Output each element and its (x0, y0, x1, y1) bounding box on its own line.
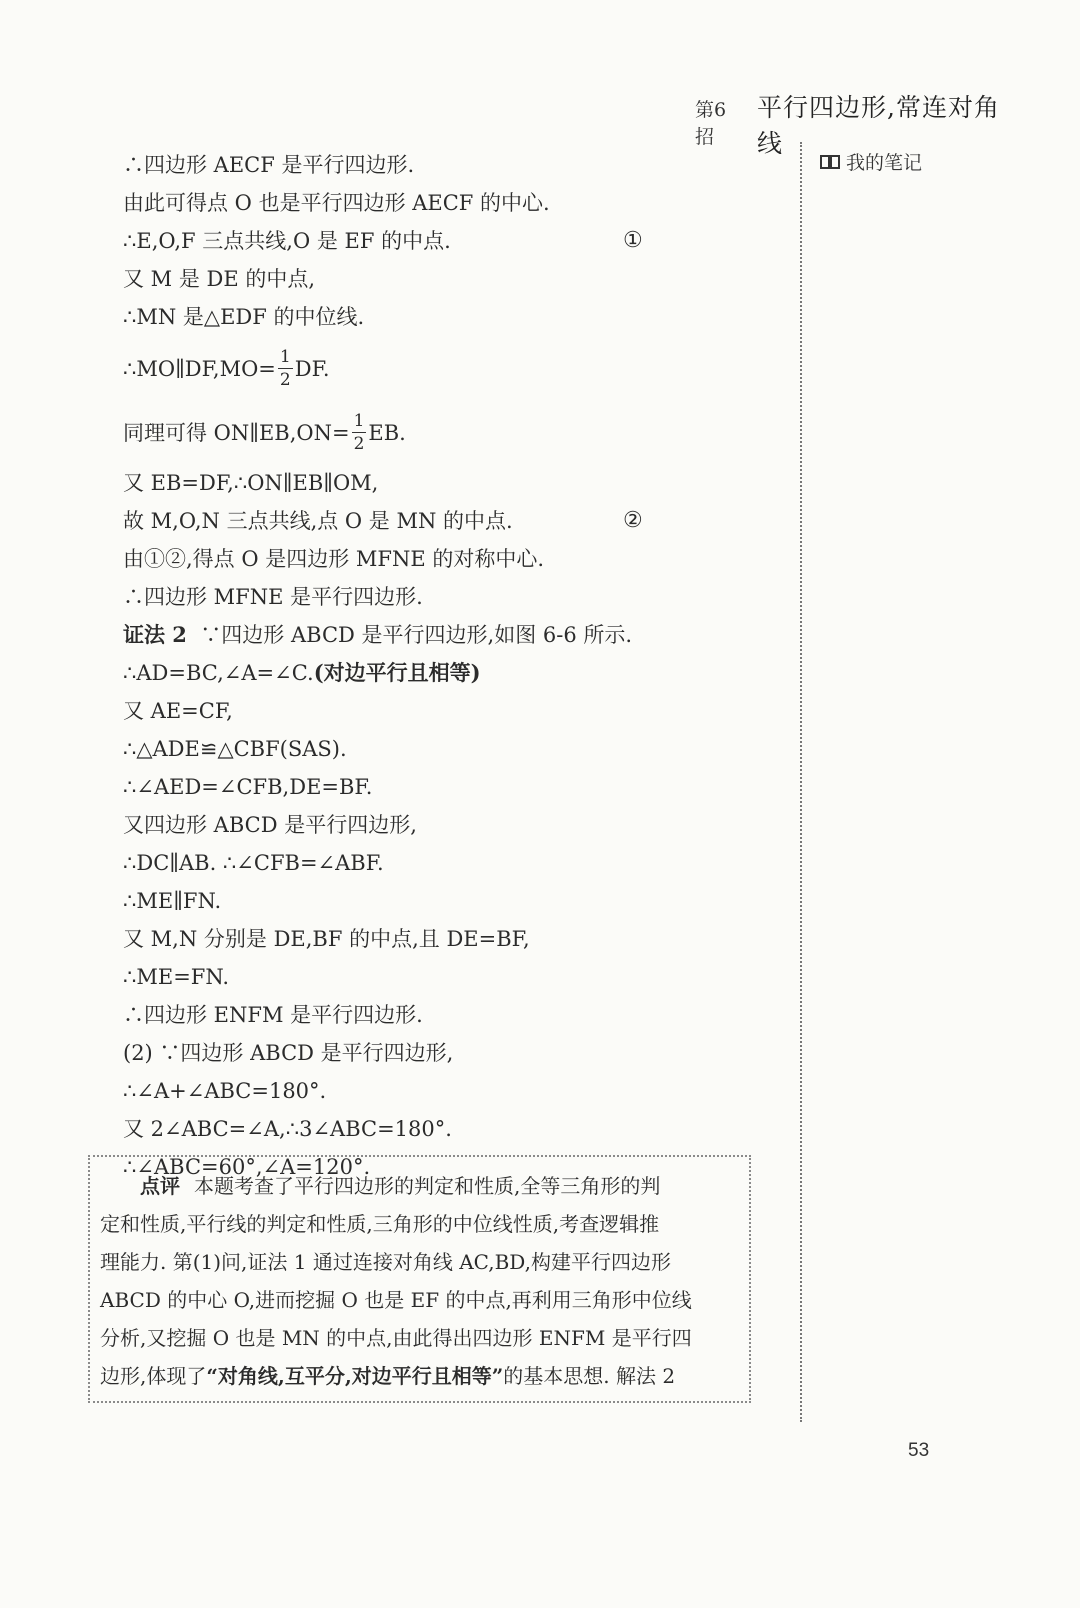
review-line: 边形,体现了“对角线,互平分,对边平行且相等”的基本思想. 解法 2 (100, 1364, 676, 1388)
review-line: 点评 本题考查了平行四边形的判定和性质,全等三角形的判 (140, 1174, 661, 1198)
proof-line: ∴E,O,F 三点共线,O 是 EF 的中点. ① (123, 222, 783, 260)
page-number: 53 (908, 1440, 930, 1461)
proof-line: ∴四边形 ENFM 是平行四边形. (123, 1003, 423, 1027)
review-line: ABCD 的中心 O,进而挖掘 O 也是 EF 的中点,再利用三角形中位线 (100, 1288, 692, 1312)
proof-line: ∴AD=BC,∠A=∠C.(对边平行且相等) (123, 660, 481, 685)
review-line: 分析,又挖掘 O 也是 MN 的中点,由此得出四边形 ENFM 是平行四 (100, 1326, 692, 1350)
proof-line: 由此可得点 O 也是平行四边形 AECF 的中心. (123, 191, 550, 215)
proof-line: 故 M,O,N 三点共线,点 O 是 MN 的中点. ② (123, 502, 783, 540)
marker-two: ② (623, 508, 643, 533)
fraction-half: $\frac{1}{2}$ (279, 347, 291, 390)
book-icon (820, 154, 840, 170)
fraction-half: $\frac{1}{2}$ (353, 411, 365, 454)
notes-label-text: 我的笔记 (846, 152, 923, 174)
notes-divider (800, 142, 802, 1422)
proof-line: (2) ∵四边形 ABCD 是平行四边形, (123, 1041, 454, 1065)
proof-line: 由①②,得点 O 是四边形 MFNE 的对称中心. (123, 547, 545, 571)
marker-one: ① (623, 228, 643, 253)
proof-line: ∴DC∥AB. ∴∠CFB=∠ABF. (123, 851, 384, 875)
proof-line: ∴∠A+∠ABC=180°. (123, 1079, 327, 1103)
proof-line: 又四边形 ABCD 是平行四边形, (123, 813, 417, 837)
proof-line: ∴MO∥DF,MO= $\frac{1}{2}$ DF. (123, 347, 330, 390)
proof-body (123, 146, 783, 1186)
proof-line: 证法 2 ∵四边形 ABCD 是平行四边形,如图 6-6 所示. (123, 622, 633, 647)
proof-line: ∴四边形 MFNE 是平行四边形. (123, 585, 423, 609)
proof-line: 又 2∠ABC=∠A,∴3∠ABC=180°. (123, 1117, 452, 1141)
proof-line: 同理可得 ON∥EB,ON= $\frac{1}{2}$ EB. (123, 411, 406, 454)
review-line: 理能力. 第(1)问,证法 1 通过连接对角线 AC,BD,构建平行四边形 (100, 1250, 671, 1274)
chapter-number: 第6招 (695, 99, 727, 148)
review-lead: 点评 (140, 1174, 180, 1198)
proof-line: ∴ME=FN. (123, 965, 230, 989)
proof-line: ∴四边形 AECF 是平行四边形. (123, 153, 415, 177)
proof-line: ∴∠AED=∠CFB,DE=BF. (123, 775, 373, 799)
proof-line: 又 M 是 DE 的中点, (123, 267, 316, 291)
notes-label (820, 148, 922, 175)
chapter-title: 平行四边形,常连对角线 (757, 93, 1000, 158)
proof-line: 又 M,N 分别是 DE,BF 的中点,且 DE=BF, (123, 927, 530, 951)
proof-line: 又 EB=DF,∴ON∥EB∥OM, (123, 471, 379, 495)
proof-line: ∴△ADE≌△CBF(SAS). (123, 737, 347, 761)
method-2-label: 证法 2 (123, 622, 187, 647)
review-line: 定和性质,平行线的判定和性质,三角形的中位线性质,考查逻辑推 (100, 1212, 660, 1236)
review-text (100, 1167, 740, 1395)
proof-line: 又 AE=CF, (123, 699, 233, 723)
chapter-header (695, 88, 1015, 158)
proof-line: ∴MN 是△EDF 的中位线. (123, 305, 365, 329)
proof-line: ∴ME∥FN. (123, 889, 222, 913)
proof-line: ∴∠ABC=60°,∠A=120°. (123, 1155, 371, 1179)
